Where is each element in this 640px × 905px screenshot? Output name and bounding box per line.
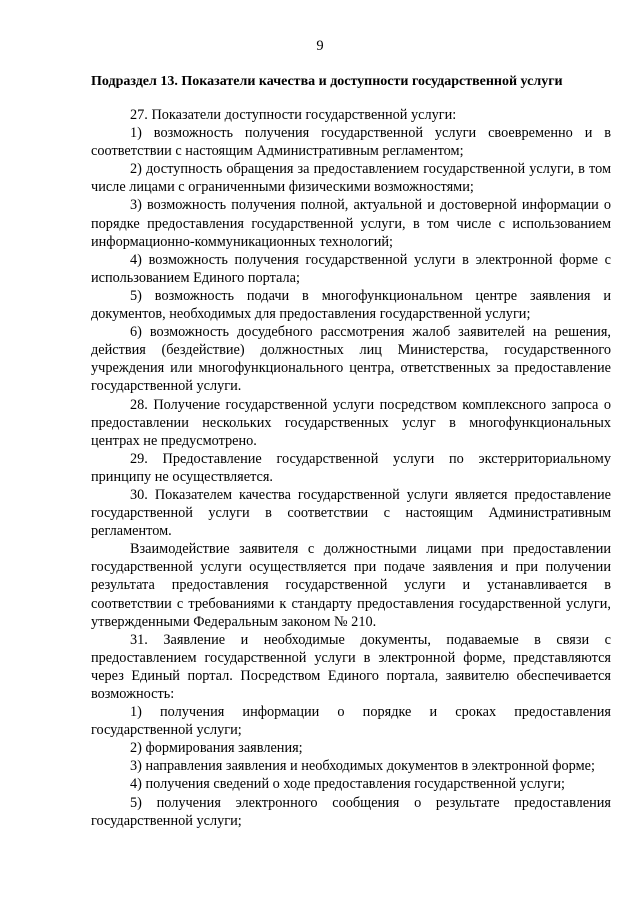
document-body — [91, 106, 611, 830]
paragraph: 30. Показателем качества государственной услуги является предоставление государственной услуги в соответствии с настоящим Административным регламентом. — [91, 486, 611, 540]
paragraph: Взаимодействие заявителя с должностными лицами при предоставлении государственной услуги осуществляется при подаче заявления и при получении результата предоставления государственной услуги и устанавливается в соответствии с требованиями к стандарту предоставления государственной услуги, утвержденными Федеральным законом № 210. — [91, 541, 611, 630]
paragraph: 5) получения электронного сообщения о результате предоставления государственной услуги; — [91, 794, 611, 829]
paragraph: 6) возможность досудебного рассмотрения жалоб заявителей на решения, действия (бездействие) должностных лиц Министерства, государственного учреждения или многофункционального центра, ответственных за предоставление государственной услуги. — [91, 324, 611, 395]
paragraph: 28. Получение государственной услуги посредством комплексного запроса о предоставлении нескольких государственных услуг в многофункциональных центрах не предусмотрено. — [91, 396, 611, 449]
paragraph: 4) получения сведений о ходе предоставления государственной услуги; — [130, 776, 566, 793]
paragraph: 4) возможность получения государственной услуги в электронной форме с использованием Единого портала; — [91, 251, 611, 286]
page-number: 9 — [316, 38, 324, 54]
paragraph: 5) возможность подачи в многофункциональном центре заявления и документов, необходимых для предоставления государственной услуги; — [91, 287, 611, 323]
paragraph: 1) возможность получения государственной услуги своевременно и в соответствии с настоящим Административным регламентом; — [91, 125, 611, 160]
paragraph: 29. Предоставление государственной услуги по экстерриториальному принципу не осуществляется. — [91, 450, 611, 485]
paragraph: 3) направления заявления и необходимых документов в электронной форме; — [130, 758, 595, 775]
paragraph: 3) возможность получения полной, актуальной и достоверной информации о порядке предоставления государственной услуги, в том числе с использованием информационно-коммуникационных технологий; — [91, 197, 611, 250]
paragraph: 31. Заявление и необходимые документы, подаваемые в связи с предоставлением государственной услуги в электронной форме, представляются через Единый портал. Посредством Единого портала, заявителю обеспечивается возможность: — [91, 631, 611, 702]
paragraph: 27. Показатели доступности государственной услуги: — [130, 107, 457, 123]
paragraph: 2) доступность обращения за предоставлением государственной услуги, в том числе лицами с ограниченными физическими возможностями; — [91, 161, 611, 196]
paragraph: 1) получения информации о порядке и сроках предоставления государственной услуги; — [91, 704, 611, 739]
paragraph: 2) формирования заявления; — [130, 740, 303, 757]
section-heading: Подраздел 13. Показатели качества и доступности государственной услуги — [91, 74, 563, 89]
